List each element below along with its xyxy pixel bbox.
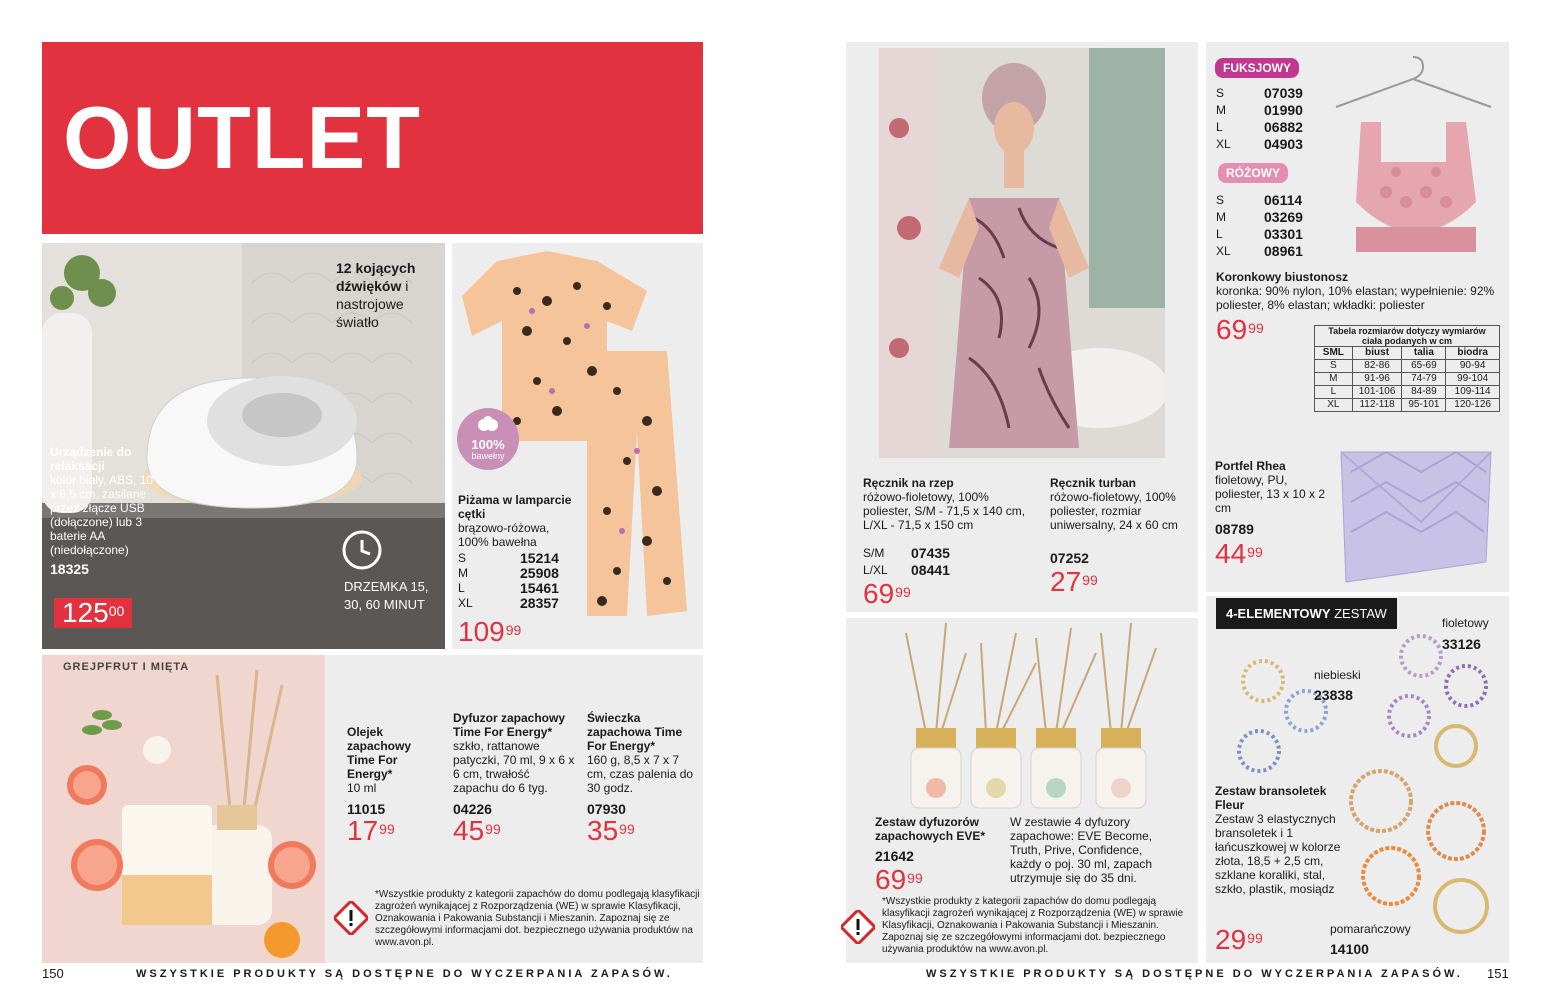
cotton-badge bbox=[457, 408, 519, 470]
wallet-desc: fioletowy, PU, poliester, 13 x 10 x 2 cm bbox=[1215, 473, 1326, 515]
oil-code: 11015 bbox=[347, 801, 386, 817]
cotton-icon bbox=[477, 416, 499, 434]
timer-text: DRZEMKA 15, 30, 60 MINUT bbox=[344, 579, 429, 612]
table-cell: M bbox=[1315, 373, 1353, 386]
size-code: 07435 bbox=[911, 545, 950, 561]
footer-right: WSZYSTKIE PRODUKTY SĄ DOSTĘPNE DO WYCZERPANIA ZAPASÓW. bbox=[926, 968, 1463, 980]
oil-price: $17^{99}$ bbox=[347, 815, 395, 846]
size-code: 15214 bbox=[520, 550, 559, 566]
timer-icon bbox=[342, 530, 382, 570]
table-cell: 109-114 bbox=[1446, 386, 1500, 399]
table-cell: 90-94 bbox=[1446, 360, 1500, 373]
size-label: S bbox=[458, 551, 467, 565]
pajama-name: Piżama w lamparcie cętki bbox=[458, 493, 572, 521]
diffuser-name: Dyfuzor zapachowy Time For Energy* bbox=[453, 711, 566, 739]
size-table-header: talia bbox=[1402, 347, 1446, 360]
size-label: L bbox=[1216, 227, 1223, 241]
size-code: 25908 bbox=[520, 565, 559, 581]
relax-headline-rest: i nastrojowe światło bbox=[336, 278, 409, 330]
size-label: S bbox=[1216, 86, 1225, 100]
table-cell: L bbox=[1315, 386, 1353, 399]
pajama-price: $109^{99}$ bbox=[458, 616, 522, 647]
table-cell: 120-126 bbox=[1446, 399, 1500, 412]
eve-diffusers-code: 21642 bbox=[875, 848, 914, 864]
towel-wrap-size-list bbox=[863, 545, 971, 579]
diffuser-code: 04226 bbox=[453, 801, 492, 817]
towel-wrap-price: $69^{99}$ bbox=[863, 578, 911, 609]
bra-price: $69^{99}$ bbox=[1216, 314, 1264, 345]
relax-device-panel bbox=[42, 243, 445, 649]
size-code: 28357 bbox=[520, 595, 559, 611]
size-code: 04903 bbox=[1264, 136, 1303, 152]
size-label: M bbox=[1216, 210, 1226, 224]
size-label: L/XL bbox=[863, 563, 888, 577]
hazard-warning-icon bbox=[841, 910, 875, 944]
size-label: L bbox=[458, 581, 465, 595]
relax-device-desc: kolor biały, ABS, 10 x 6,5 cm, zasilane przez złącze USB (dołączone) lub 3 baterie AA (niedołączone) bbox=[50, 473, 154, 557]
table-cell: 74-79 bbox=[1402, 373, 1446, 386]
table-cell: 65-69 bbox=[1402, 360, 1446, 373]
towel-photo bbox=[879, 48, 1165, 458]
eve-diffusers-desc: W zestawie 4 dyfuzory zapachowe: EVE Become, Truth, Prive, Confidence, każdy o poj. 30 ml, zapach utrzymuje się do 35 dni. bbox=[1010, 815, 1153, 885]
table-row bbox=[1315, 360, 1500, 373]
bra-name: Koronkowy biustonosz bbox=[1216, 270, 1348, 284]
relax-headline-bold: 12 kojących dźwięków bbox=[336, 260, 416, 294]
diffuser-price: $45^{99}$ bbox=[453, 815, 501, 846]
wallet-name: Portfel Rhea bbox=[1215, 459, 1286, 473]
size-code: 15461 bbox=[520, 580, 559, 596]
size-label: L bbox=[1216, 120, 1223, 134]
bra-photo bbox=[1326, 52, 1501, 267]
oil-name: Olejek zapachowy Time For Energy* bbox=[347, 725, 412, 781]
pajama-panel bbox=[452, 243, 703, 649]
table-cell: 99-104 bbox=[1446, 373, 1500, 386]
size-label: M bbox=[458, 566, 468, 580]
size-label: S/M bbox=[863, 546, 885, 560]
bracelets-desc: Zestaw 3 elastycznych bransoletek i 1 łańcuszkowej w kolorze złota, 18,5 + 2,5 cm, szklane koraliki, stal, szkło, plastik, mosiądz bbox=[1215, 812, 1341, 896]
page-number-left: 150 bbox=[42, 966, 64, 981]
size-code: 08961 bbox=[1264, 243, 1303, 259]
color-badge-pink: RÓŻOWY bbox=[1218, 163, 1288, 183]
towel-turban-desc: różowo-fioletowy, 100% poliester, rozmiar uniwersalny, 24 x 60 cm bbox=[1050, 490, 1178, 532]
page-number-right: 151 bbox=[1487, 966, 1509, 981]
wallet-code: 08789 bbox=[1215, 521, 1254, 537]
variant-violet-label: fioletowy bbox=[1442, 616, 1489, 630]
table-row bbox=[1315, 373, 1500, 386]
size-code: 08441 bbox=[911, 562, 950, 578]
towel-turban-name: Ręcznik turban bbox=[1050, 476, 1137, 490]
towel-illustration bbox=[879, 48, 1165, 458]
size-code: 03301 bbox=[1264, 226, 1303, 242]
size-table-header: SML bbox=[1315, 347, 1353, 360]
table-cell: 101-106 bbox=[1352, 386, 1402, 399]
relax-device-code: 18325 bbox=[50, 561, 89, 577]
pajama-desc: brązowo-różowa, 100% bawełna bbox=[458, 521, 550, 549]
oil-desc: 10 ml bbox=[347, 781, 377, 795]
size-label: XL bbox=[1216, 137, 1231, 151]
size-code: 03269 bbox=[1264, 209, 1303, 225]
set-badge: 4-ELEMENTOWY ZESTAW bbox=[1216, 598, 1397, 629]
fragrance-section-label: GREJPFRUT I MIĘTA bbox=[63, 661, 190, 673]
bra-desc: koronka: 90% nylon, 10% elastan; wypełnienie: 92% poliester, 8% elastan; wkładki: poliester bbox=[1216, 284, 1495, 312]
variant-blue-label: niebieski bbox=[1314, 668, 1361, 682]
bracelets-panel bbox=[1206, 596, 1509, 963]
variant-orange-label: pomarańczowy bbox=[1330, 922, 1411, 936]
table-row bbox=[1315, 399, 1500, 412]
bra-pink-size-list bbox=[1216, 192, 1324, 260]
size-label: M bbox=[1216, 103, 1226, 117]
eve-diffusers-price: $69^{99}$ bbox=[875, 864, 923, 895]
outlet-banner bbox=[42, 42, 703, 234]
variant-violet-code: 33126 bbox=[1442, 636, 1481, 652]
candle-price: $35^{99}$ bbox=[587, 815, 635, 846]
eve-diffusers-photo bbox=[886, 623, 1176, 818]
size-table-caption: Tabela rozmiarów dotyczy wymiarów ciała podanych w cm bbox=[1315, 326, 1500, 347]
variant-orange-code: 14100 bbox=[1330, 941, 1369, 957]
table-cell: 91-96 bbox=[1352, 373, 1402, 386]
cotton-badge-word: bawełny bbox=[471, 451, 505, 461]
candle-name: Świeczka zapachowa Time For Energy* bbox=[587, 711, 683, 753]
size-code: 06882 bbox=[1264, 119, 1303, 135]
table-cell: 82-86 bbox=[1352, 360, 1402, 373]
outlet-title: OUTLET bbox=[63, 88, 421, 187]
fragrance-disclaimer: *Wszystkie produkty z kategorii zapachów do domu podlegają klasyfikacji zagrożeń wynikającej z Rozporządzenia (WE) w sprawie Klasyfikacji, Oznakowania i Pakowania Substancji i Mieszanin. Zapoznaj się ze szczegółowymi informacjami dot. bezpiecznego używania produktów na www.avon.pl. bbox=[375, 889, 700, 948]
bra-wallet-panel bbox=[1206, 42, 1509, 592]
size-table-header: biust bbox=[1352, 347, 1402, 360]
size-code: 06114 bbox=[1264, 192, 1303, 208]
towel-turban-code: 07252 bbox=[1050, 550, 1089, 566]
table-cell: 95-101 bbox=[1402, 399, 1446, 412]
table-cell: 112-118 bbox=[1352, 399, 1402, 412]
variant-blue-code: 23838 bbox=[1314, 687, 1353, 703]
wallet-photo bbox=[1326, 442, 1501, 587]
table-cell: XL bbox=[1315, 399, 1353, 412]
color-badge-fuchsia: FUKSJOWY bbox=[1215, 58, 1299, 78]
hazard-warning-icon bbox=[334, 901, 368, 935]
table-row bbox=[1315, 386, 1500, 399]
towel-wrap-desc: różowo-fioletowy, 100% poliester, S/M - 71,5 x 140 cm, L/XL - 71,5 x 150 cm bbox=[863, 490, 1026, 532]
candle-desc: 160 g, 8,5 x 7 x 7 cm, czas palenia do 30 godz. bbox=[587, 753, 694, 795]
bra-fuchsia-size-list bbox=[1216, 85, 1324, 153]
eve-diffusers-panel bbox=[846, 618, 1198, 963]
bracelets-price: $29^{99}$ bbox=[1215, 924, 1263, 955]
fragrance-photo bbox=[42, 655, 325, 963]
eve-disclaimer: *Wszystkie produkty z kategorii zapachów do domu podlegają klasyfikacji zagrożeń wynikającej z Rozporządzenia (WE) w sprawie Klasyfikacji, Oznakowania i Pakowania Substancji i Mieszanin. Zapoznaj się ze szczegółowymi informacjami dot. bezpiecznego używania produktów na www.avon.pl. bbox=[882, 896, 1184, 955]
towel-turban-price: $27^{99}$ bbox=[1050, 566, 1098, 597]
table-cell: S bbox=[1315, 360, 1353, 373]
wallet-price: $44^{99}$ bbox=[1215, 538, 1263, 569]
eve-diffusers-name: Zestaw dyfuzorów zapachowych EVE* bbox=[875, 815, 986, 843]
fragrance-illustration bbox=[42, 655, 325, 963]
size-label: S bbox=[1216, 193, 1225, 207]
relax-device-name: Urządzenie do relaksacji bbox=[50, 445, 132, 473]
bra-size-table bbox=[1314, 325, 1500, 412]
cotton-badge-pct: 100% bbox=[471, 437, 505, 452]
size-table-header: biodra bbox=[1446, 347, 1500, 360]
towel-panel bbox=[846, 42, 1198, 612]
size-code: 07039 bbox=[1264, 85, 1303, 101]
footer-left: WSZYSTKIE PRODUKTY SĄ DOSTĘPNE DO WYCZERPANIA ZAPASÓW. bbox=[136, 968, 673, 980]
pajama-size-list bbox=[458, 551, 580, 611]
bracelets-name: Zestaw bransoletek Fleur bbox=[1215, 784, 1327, 812]
fragrance-panel bbox=[42, 655, 703, 963]
size-code: 01990 bbox=[1264, 102, 1303, 118]
table-cell: 84-89 bbox=[1402, 386, 1446, 399]
size-label: XL bbox=[458, 596, 473, 610]
size-label: XL bbox=[1216, 244, 1231, 258]
diffuser-desc: szkło, rattanowe patyczki, 70 ml, 9 x 6 x 6 cm, trwałość zapachu do 6 tyg. bbox=[453, 739, 575, 795]
towel-wrap-name: Ręcznik na rzep bbox=[863, 476, 954, 490]
relax-device-price: $125^{00}$ bbox=[54, 598, 132, 628]
candle-code: 07930 bbox=[587, 801, 626, 817]
